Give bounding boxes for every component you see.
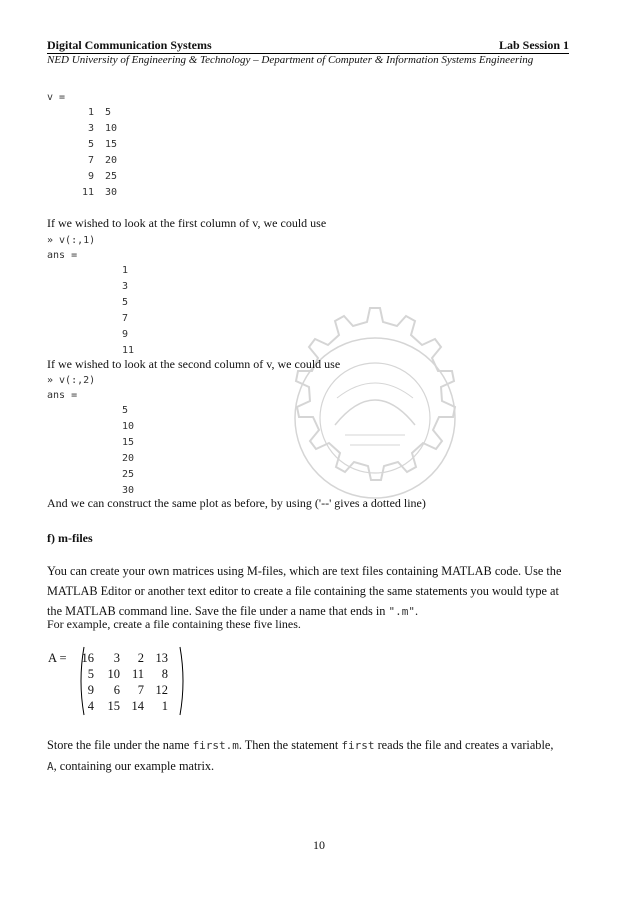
v-cell: 10 <box>105 123 118 134</box>
paragraph-line: A, containing our example matrix. <box>47 759 215 773</box>
matrix-cell: 4 <box>87 699 94 713</box>
section-heading: f) m-files <box>47 531 93 545</box>
command-v-col2: » v(:,2) <box>47 375 96 386</box>
matrix-cell: 7 <box>137 683 144 697</box>
v-cell: 15 <box>105 139 118 150</box>
paragraph-line: Store the file under the name first.m. Then the statement first reads the file and creates a variable, <box>47 738 554 752</box>
text-first-column: If we wished to look at the first column of v, we could use <box>47 216 327 230</box>
matrix-cell: 9 <box>87 683 94 697</box>
text-plot-note: And we can construct the same plot as before, by using ('--' gives a dotted line) <box>47 496 426 510</box>
ans-value: 25 <box>122 469 135 480</box>
v-label: v = <box>47 92 66 103</box>
doc-title-right: Lab Session 1 <box>498 38 569 52</box>
ans-label: ans = <box>47 390 78 401</box>
ans-value: 11 <box>122 345 135 356</box>
inline-code: A <box>47 760 54 773</box>
paragraph-line: the MATLAB command line. Save the file under a name that ends in ".m". <box>47 604 419 618</box>
ans-value: 5 <box>122 405 129 416</box>
matrix-cell: 14 <box>131 699 144 713</box>
doc-title-left: Digital Communication Systems <box>47 38 212 52</box>
ans-value: 10 <box>122 421 135 432</box>
matrix-label: A = <box>48 651 67 665</box>
matrix-cell: 8 <box>161 667 168 681</box>
paragraph-example: For example, create a file containing these five lines. <box>47 617 301 631</box>
ans-value: 9 <box>122 329 129 340</box>
v-cell: 20 <box>105 155 118 166</box>
v-cell: 9 <box>87 171 94 182</box>
ans-label: ans = <box>47 250 78 261</box>
ans-value: 5 <box>122 297 129 308</box>
command-v-col1: » v(:,1) <box>47 235 96 246</box>
v-cell: 30 <box>105 187 118 198</box>
v-cell: 11 <box>81 187 94 198</box>
inline-code: first <box>341 739 375 752</box>
matrix-cell: 6 <box>113 683 120 697</box>
matrix-cell: 3 <box>113 651 120 665</box>
ans-value: 3 <box>122 281 129 292</box>
matrix-cell: 10 <box>107 667 120 681</box>
paragraph-mfiles <box>47 561 593 622</box>
ans-value: 30 <box>122 485 135 496</box>
matrix-cell: 2 <box>137 651 144 665</box>
matrix-cell: 16 <box>81 651 94 665</box>
matrix-cell: 5 <box>87 667 94 681</box>
ans-value: 1 <box>122 265 129 276</box>
matrix-cell: 1 <box>161 699 168 713</box>
v-cell: 5 <box>87 139 94 150</box>
doc-subtitle: NED University of Engineering & Technology – Department of Computer & Information Systems Engineering <box>47 54 534 66</box>
ans-value: 20 <box>122 453 135 464</box>
v-cell: 1 <box>87 107 94 118</box>
ans-value: 7 <box>122 313 129 324</box>
ans-value: 15 <box>122 437 135 448</box>
v-cell: 5 <box>105 107 112 118</box>
paragraph-line: You can create your own matrices using M-files, which are text files containing MATLAB code. Use the <box>47 564 562 578</box>
matrix-cell: 11 <box>131 667 144 681</box>
paragraph-line: MATLAB Editor or another text editor to create a file containing the same statements you would type at <box>47 584 559 598</box>
inline-code: first.m <box>192 739 239 752</box>
paragraph-store-file <box>47 735 593 777</box>
matrix-cell: 15 <box>107 699 120 713</box>
v-cell: 25 <box>105 171 118 182</box>
v-cell: 7 <box>87 155 94 166</box>
matrix-cell: 12 <box>155 683 168 697</box>
matrix-cell: 13 <box>155 651 168 665</box>
inline-code: ".m" <box>388 605 415 618</box>
page-number: 10 <box>313 838 325 852</box>
v-cell: 3 <box>87 123 94 134</box>
text-second-column: If we wished to look at the second column of v, we could use <box>47 357 341 371</box>
